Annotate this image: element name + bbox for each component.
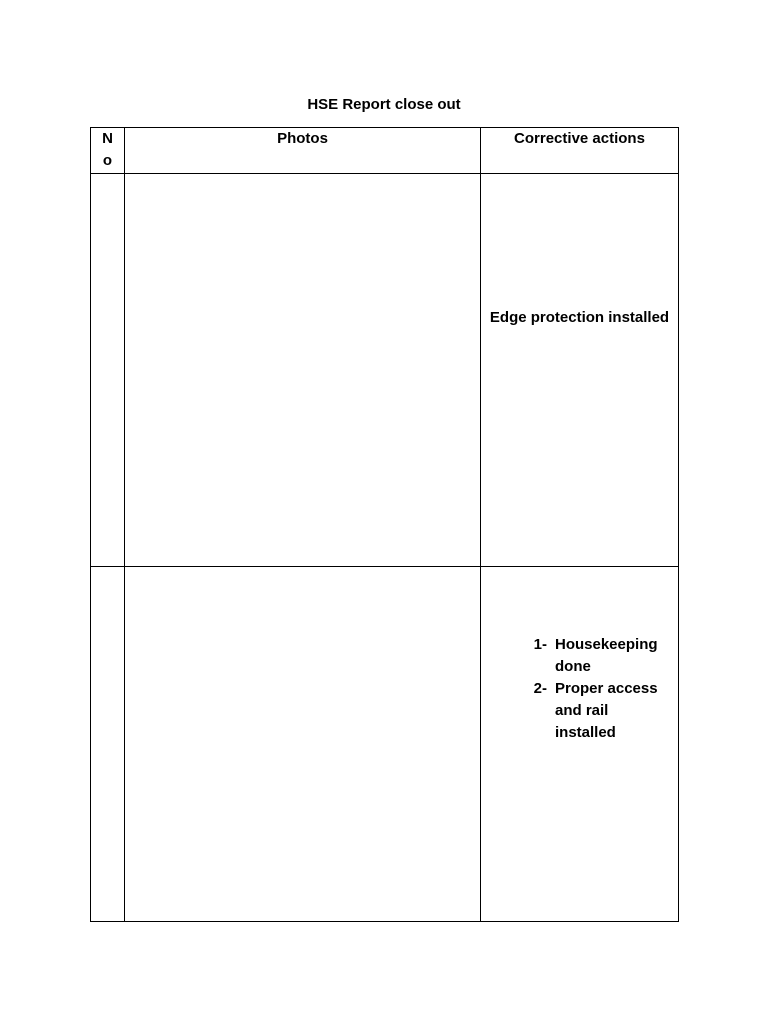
list-item-text: Housekeeping done — [555, 636, 658, 675]
photo-cell — [125, 567, 481, 922]
table-row — [91, 567, 679, 922]
table-row — [91, 174, 679, 567]
corrective-actions-list — [481, 634, 678, 744]
list-item-number: 2- — [533, 680, 547, 697]
report-table — [90, 127, 679, 922]
header-photos: Photos — [125, 128, 481, 174]
header-corrective-actions: Corrective actions — [481, 128, 679, 174]
corrective-action-text: Edge protection installed — [489, 309, 670, 326]
document-title: HSE Report close out — [307, 96, 461, 113]
photo-cell — [125, 174, 481, 567]
row-number-cell — [91, 567, 125, 922]
list-item-text: Proper access and rail installed — [555, 680, 658, 741]
header-no: No — [91, 128, 125, 174]
corrective-action-cell — [481, 567, 679, 922]
corrective-action-cell — [481, 174, 679, 567]
list-item — [481, 678, 678, 744]
table-header-row — [91, 128, 679, 174]
list-item — [481, 634, 678, 678]
row-number-cell — [91, 174, 125, 567]
list-item-number: 1- — [533, 636, 547, 653]
